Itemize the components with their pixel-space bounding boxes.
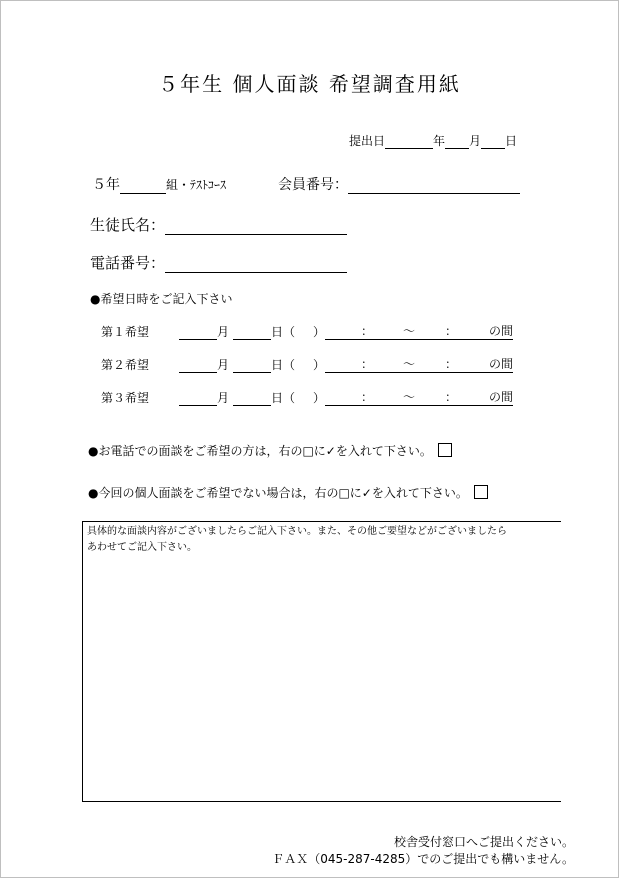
submit-month-field[interactable]	[445, 134, 469, 149]
phone-interview-checkbox[interactable]	[438, 443, 452, 457]
preferred-heading: ●希望日時をご記入下さい	[90, 292, 233, 306]
choice-3-label: 第３希望	[101, 391, 150, 405]
choice-2-suffix: の間	[489, 357, 514, 371]
submit-day-field[interactable]	[481, 134, 505, 149]
choice-1-close-label: ）	[313, 325, 326, 339]
choice-1-colon-b: ：	[445, 324, 458, 338]
choice-2-tilde: ～	[403, 357, 416, 371]
student-name-row	[90, 214, 347, 235]
choice-1-day-label: 日（	[271, 325, 296, 339]
year-label: 年	[433, 134, 446, 148]
choice-2-month-label: 月	[217, 358, 230, 372]
member-number-field[interactable]	[348, 179, 520, 194]
choice-1-suffix: の間	[489, 324, 514, 338]
student-name-label: 生徒氏名：	[90, 216, 166, 234]
choice-3-suffix: の間	[489, 390, 514, 404]
day-label: 日	[505, 134, 518, 148]
submit-date-row	[349, 132, 517, 149]
choice-3-day-label: 日（	[271, 391, 296, 405]
choice-2-month-field[interactable]	[179, 358, 217, 373]
phone-field[interactable]	[165, 258, 347, 273]
remarks-instruction-line2: あわせてご記入下さい。	[87, 542, 197, 553]
choice-3-colon-b: ：	[445, 390, 458, 404]
choice-2-colon-b: ：	[445, 357, 458, 371]
choice-2-day-field[interactable]	[233, 358, 271, 373]
student-name-field[interactable]	[165, 220, 347, 235]
choice-2-time-field[interactable]	[325, 358, 513, 373]
choice-3-colon-a: ：	[361, 390, 374, 404]
remarks-instruction-line1: 具体的な面談内容がございましたらご記入下さい。また、その他ご要望などがございましたら	[87, 526, 507, 537]
footer-line2: ＦＡＸ（045-287-4285）でのご提出でも構いません。	[272, 852, 574, 866]
phone-row	[90, 252, 347, 273]
decline-interview-checkbox[interactable]	[474, 485, 488, 499]
choice-1-tilde: ～	[403, 324, 416, 338]
decline-interview-text: ●今回の個人面談をご希望でない場合は，右の□に✓を入れて下さい。	[88, 486, 468, 500]
choice-1-row	[101, 323, 513, 340]
choice-1-time-field[interactable]	[325, 325, 513, 340]
member-number-label: 会員番号：	[278, 177, 348, 193]
choice-2-row	[101, 356, 513, 373]
remarks-box[interactable]	[82, 521, 561, 802]
choice-3-close-label: ）	[313, 391, 326, 405]
choice-1-day-field[interactable]	[233, 325, 271, 340]
member-number-row	[278, 174, 520, 194]
class-suffix-label: 組・ﾃｽﾄｺｰｽ	[166, 178, 227, 192]
grade-label: ５年	[92, 177, 120, 193]
phone-interview-text: ●お電話での面談をご希望の方は，右の□に✓を入れて下さい。	[88, 444, 432, 458]
choice-2-day-label: 日（	[271, 358, 296, 372]
phone-interview-option	[88, 442, 452, 459]
decline-interview-option	[88, 484, 488, 501]
choice-2-close-label: ）	[313, 358, 326, 372]
choice-1-colon-a: ：	[361, 324, 374, 338]
choice-3-row	[101, 389, 513, 406]
month-label: 月	[469, 134, 482, 148]
remarks-instructions	[87, 524, 557, 556]
submit-year-field[interactable]	[385, 134, 433, 149]
phone-label: 電話番号：	[90, 254, 166, 272]
choice-3-month-label: 月	[217, 391, 230, 405]
class-row	[92, 174, 226, 194]
choice-1-month-field[interactable]	[179, 325, 217, 340]
form-title: ５年生 個人面談 希望調査用紙	[158, 72, 461, 96]
class-field[interactable]	[120, 179, 166, 194]
footer-line1: 校舎受付窓口へご提出ください。	[393, 835, 574, 849]
choice-3-tilde: ～	[403, 390, 416, 404]
choice-2-colon-a: ：	[361, 357, 374, 371]
choice-1-month-label: 月	[217, 325, 230, 339]
submit-date-label: 提出日	[349, 134, 386, 148]
choice-1-label: 第１希望	[101, 325, 150, 339]
choice-3-day-field[interactable]	[233, 391, 271, 406]
choice-3-time-field[interactable]	[325, 391, 513, 406]
choice-2-label: 第２希望	[101, 358, 150, 372]
choice-3-month-field[interactable]	[179, 391, 217, 406]
